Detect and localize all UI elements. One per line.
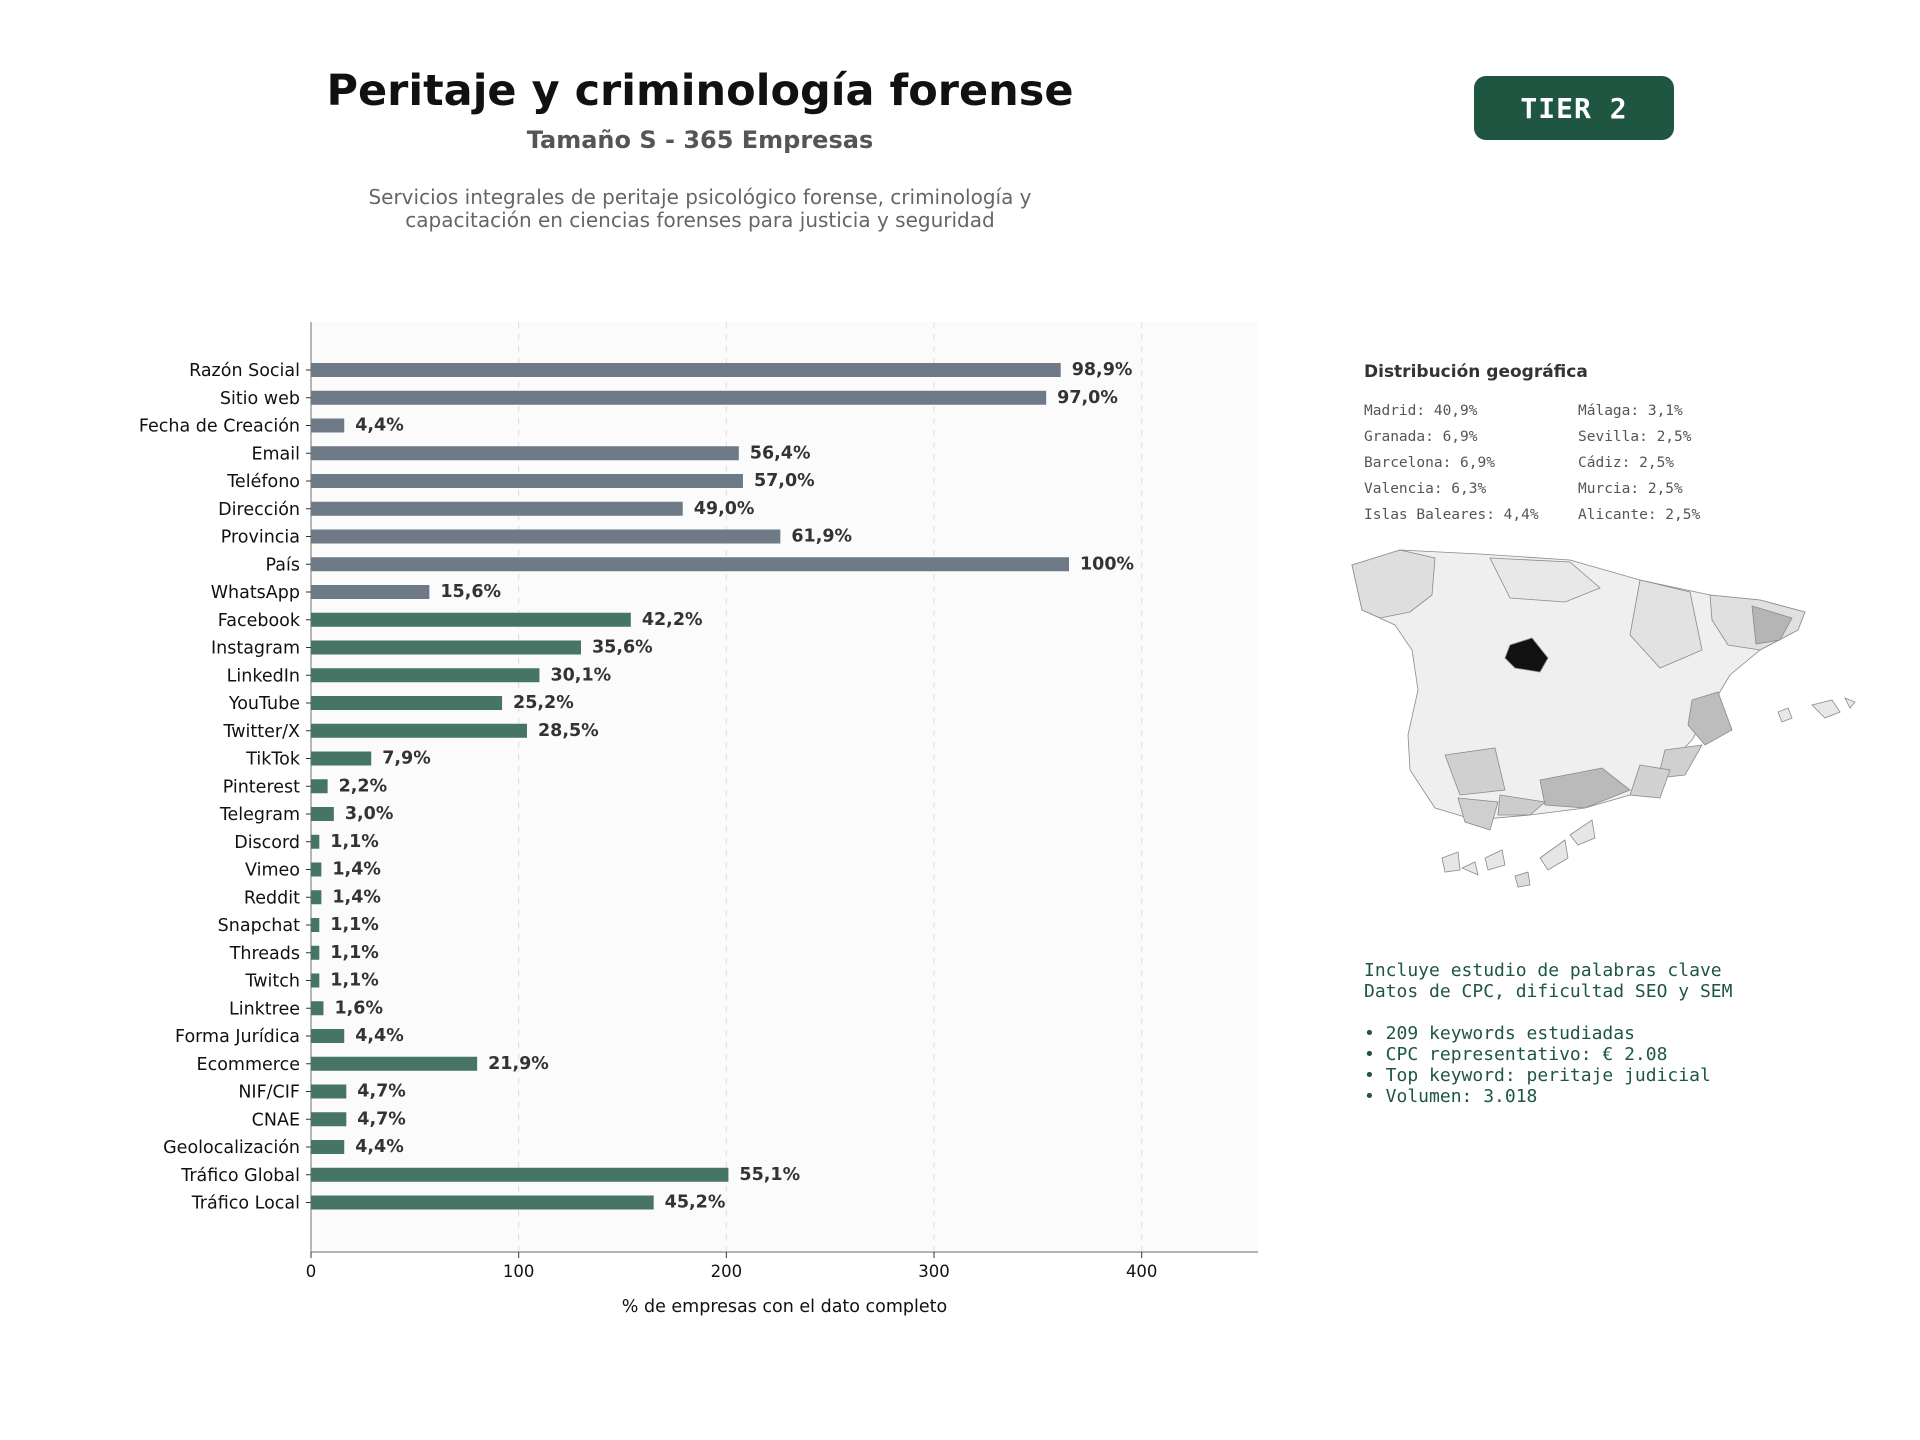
bar: [311, 779, 328, 793]
data-label: 1,1%: [330, 970, 379, 991]
y-tick-label: Ecommerce: [196, 1054, 300, 1075]
x-tick-label: 0: [305, 1262, 317, 1281]
geo-item: Barcelona: 6,9%: [1364, 455, 1495, 471]
bar: [311, 391, 1046, 405]
data-label: 97,0%: [1057, 387, 1118, 408]
y-tick-label: Geolocalización: [163, 1138, 300, 1158]
data-label: 4,4%: [355, 415, 404, 436]
y-tick-label: Dirección: [218, 499, 300, 520]
geo-item: Sevilla: 2,5%: [1578, 429, 1692, 445]
bar: [311, 641, 581, 655]
keyword-bullet: • CPC representativo: € 2.08: [1364, 1044, 1668, 1065]
y-tick-label: Discord: [234, 832, 300, 853]
data-label: 4,4%: [355, 1026, 404, 1046]
data-label: 1,4%: [332, 859, 381, 880]
data-label: 4,7%: [357, 1081, 406, 1102]
tier-badge: TIER 2: [1474, 76, 1674, 140]
spain-choropleth-map: [1340, 540, 1860, 920]
map-canary-2: [1462, 862, 1478, 875]
map-canary-6: [1570, 820, 1595, 845]
geo-item: Murcia: 2,5%: [1578, 481, 1683, 497]
bar: [311, 1112, 346, 1126]
x-tick-label: 400: [1125, 1262, 1158, 1281]
bar: [311, 1085, 346, 1099]
geo-list-right: [1578, 398, 1700, 528]
bar: [311, 1140, 344, 1154]
geo-item: Granada: 6,9%: [1364, 429, 1478, 445]
x-tick-label: 100: [502, 1262, 535, 1281]
geo-item: Islas Baleares: 4,4%: [1364, 507, 1539, 523]
x-tick-label: 200: [710, 1262, 743, 1281]
map-balearic-2: [1778, 708, 1792, 722]
data-label: 1,4%: [332, 887, 381, 908]
data-label: 49,0%: [693, 498, 755, 519]
y-tick-label: LinkedIn: [226, 666, 300, 687]
x-tick-label: 300: [918, 1262, 950, 1281]
y-tick-label: CNAE: [251, 1110, 300, 1131]
y-tick-label: Fecha de Creación: [138, 416, 300, 437]
bar: [311, 668, 539, 682]
data-label: 21,9%: [488, 1053, 549, 1074]
data-label: 35,6%: [591, 637, 653, 658]
y-tick-label: Sitio web: [219, 388, 300, 409]
map-canary-4: [1515, 872, 1530, 887]
y-tick-label: NIF/CIF: [238, 1082, 300, 1103]
bar: [311, 363, 1061, 377]
bar: [311, 446, 739, 460]
data-label: 1,1%: [330, 831, 379, 852]
data-label: 98,9%: [1071, 360, 1133, 380]
y-tick-label: Pinterest: [222, 777, 300, 798]
y-tick-label: YouTube: [228, 694, 300, 714]
bar: [311, 474, 743, 488]
geo-item: Madrid: 40,9%: [1364, 403, 1478, 419]
description-line-1: Servicios integrales de peritaje psicológico forense, criminología y: [368, 185, 1032, 209]
y-tick-label: TikTok: [246, 749, 300, 770]
bar: [311, 918, 319, 932]
y-tick-label: Telegram: [219, 805, 300, 825]
map-canary-3: [1485, 850, 1505, 870]
y-tick-label: Teléfono: [227, 472, 300, 492]
data-label: 1,1%: [330, 915, 379, 935]
map-balearic-3: [1845, 698, 1855, 708]
data-label: 1,6%: [334, 998, 384, 1019]
bar: [311, 585, 429, 599]
bar: [311, 530, 780, 544]
y-tick-label: Reddit: [243, 888, 300, 909]
geo-item: Málaga: 3,1%: [1578, 403, 1683, 419]
data-label: 7,9%: [382, 748, 431, 769]
data-label: 55,1%: [739, 1164, 801, 1185]
keyword-intro-line-1: Incluye estudio de palabras clave: [1364, 960, 1722, 981]
y-tick-label: Snapchat: [217, 916, 300, 936]
geo-distribution-title: Distribución geográfica: [1364, 362, 1588, 382]
bar: [311, 557, 1069, 571]
bar: [311, 807, 334, 821]
bar: [311, 1057, 477, 1071]
y-tick-label: Vimeo: [245, 860, 300, 881]
y-tick-label: Tráfico Local: [191, 1193, 300, 1214]
bar: [311, 1029, 344, 1043]
keyword-bullet: • Top keyword: peritaje judicial: [1364, 1065, 1711, 1086]
bar: [311, 863, 321, 877]
y-tick-label: Twitch: [245, 971, 300, 992]
y-tick-label: Razón Social: [189, 361, 300, 381]
page-title: Peritaje y criminología forense: [326, 66, 1074, 116]
data-label: 100%: [1080, 554, 1135, 575]
bar: [311, 890, 321, 904]
bar: [311, 1168, 728, 1182]
bar: [311, 835, 319, 849]
bar: [311, 419, 344, 433]
data-label: 25,2%: [513, 693, 574, 713]
bar: [311, 974, 319, 988]
data-label: 1,1%: [330, 942, 379, 963]
map-region-valencia: [1688, 692, 1732, 745]
map-canary-1: [1442, 852, 1460, 872]
keyword-intro-line-2: Datos de CPC, dificultad SEO y SEM: [1364, 981, 1733, 1002]
y-tick-label: WhatsApp: [210, 583, 300, 603]
bar: [311, 1196, 654, 1210]
data-label: 3,0%: [344, 804, 394, 824]
data-label: 28,5%: [537, 720, 599, 741]
geo-item: Valencia: 6,3%: [1364, 481, 1487, 497]
bar: [311, 946, 319, 960]
x-axis-label: % de empresas con el dato completo: [621, 1297, 948, 1317]
y-tick-label: Tráfico Global: [181, 1165, 300, 1186]
map-canary-5: [1540, 840, 1568, 870]
geo-item: Cádiz: 2,5%: [1578, 455, 1675, 471]
data-label: 57,0%: [753, 471, 815, 491]
keyword-bullet: • 209 keywords estudiadas: [1364, 1023, 1635, 1044]
bar: [311, 502, 683, 516]
data-label: 30,1%: [550, 665, 612, 686]
bar: [311, 613, 631, 627]
data-label: 56,4%: [749, 443, 811, 464]
data-label: 4,4%: [355, 1137, 404, 1157]
data-label: 45,2%: [664, 1192, 726, 1213]
geo-list-left: [1364, 398, 1539, 528]
page-subtitle: Tamaño S - 365 Empresas: [526, 126, 874, 154]
data-label: 4,7%: [357, 1109, 406, 1130]
map-region-cadiz: [1458, 798, 1498, 830]
y-tick-label: Facebook: [217, 610, 300, 631]
y-tick-label: Linktree: [228, 999, 300, 1020]
keyword-bullet: • Volumen: 3.018: [1364, 1086, 1538, 1107]
bar: [311, 696, 502, 710]
geo-item: Alicante: 2,5%: [1578, 507, 1701, 523]
bar: [311, 1001, 323, 1015]
y-tick-label: Email: [251, 444, 300, 465]
data-label: 61,9%: [791, 526, 853, 547]
y-tick-label: Instagram: [210, 638, 300, 659]
y-tick-label: Threads: [229, 943, 300, 964]
y-tick-label: Twitter/X: [223, 721, 300, 742]
y-tick-label: Forma Jurídica: [175, 1027, 300, 1047]
keyword-study-panel: [1364, 960, 1732, 1107]
data-label: 2,2%: [338, 776, 388, 797]
data-label: 42,2%: [641, 609, 703, 630]
y-tick-label: Provincia: [220, 527, 300, 548]
data-label: 15,6%: [440, 582, 502, 602]
bar: [311, 752, 371, 766]
description-line-2: capacitación en ciencias forenses para justicia y seguridad: [405, 208, 995, 232]
map-balearic-1: [1812, 700, 1840, 718]
y-tick-label: País: [265, 555, 300, 576]
bar: [311, 724, 527, 738]
